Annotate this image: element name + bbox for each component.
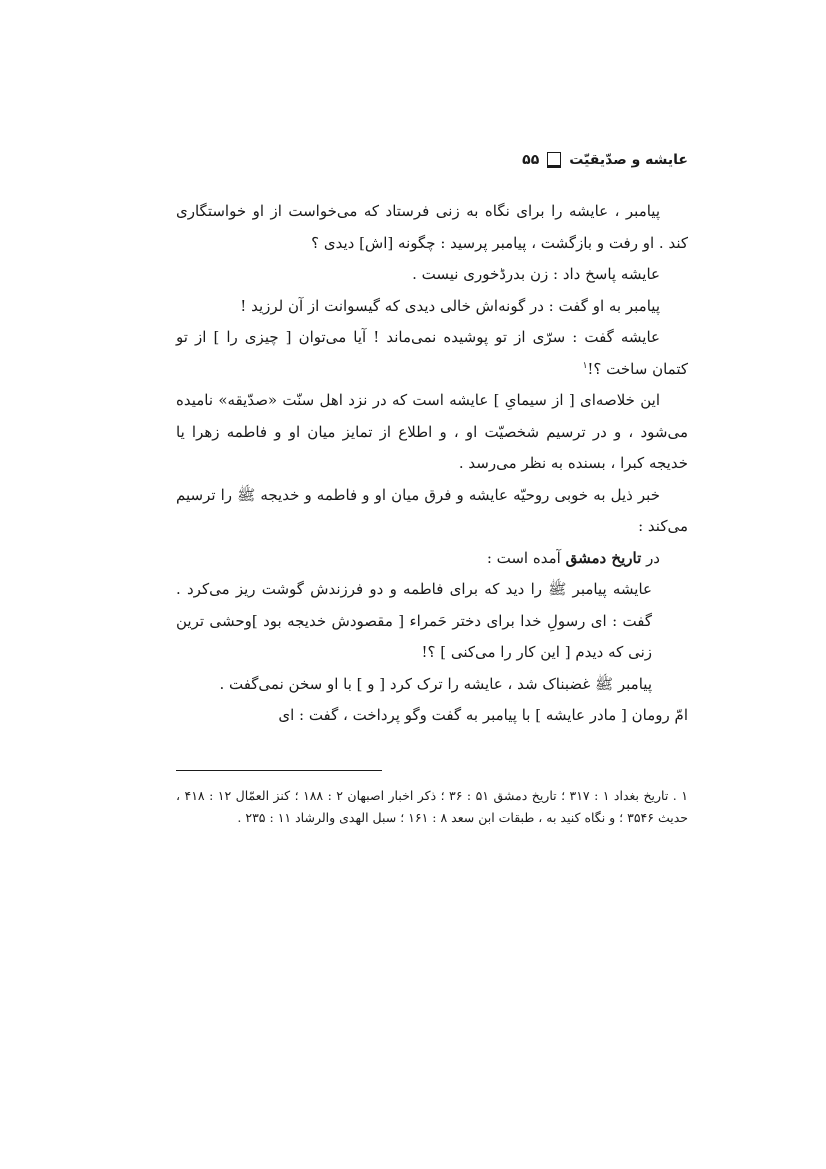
body-text bbox=[176, 196, 688, 732]
footnote-divider bbox=[176, 770, 382, 771]
paragraph-5: این خلاصه‌ای [ از سیمایِ ] عایشه است که در نزد اهل سنّت «صدّیقه» نامیده می‌شود ، و در ترسیم شخصیّت او ، و اطلاع از تمایز میان او و فاطمه زهرا یا خدیجه کبرا ، بسنده به نظر می‌رسد . bbox=[176, 391, 688, 472]
book-square-icon bbox=[547, 152, 561, 168]
paragraph-2: عایشه پاسخ داد : زن بدرڈخوری نیست . bbox=[412, 265, 660, 283]
footnote bbox=[176, 785, 688, 829]
footnote-ref[interactable]: ۱ bbox=[582, 360, 588, 371]
source-title: تاریخ دمشق bbox=[565, 548, 642, 567]
page-number: ۵۵ bbox=[522, 152, 540, 168]
paragraph-3: پیامبر به او گفت : در گونه‌اش خالی دیدی که گیسوانت از آن لرزید ! bbox=[240, 296, 660, 315]
footnote-number: ۱ . bbox=[672, 787, 688, 803]
paragraph-4 bbox=[176, 322, 688, 385]
footnote-text: تاریخ بغداد ۱ : ۳۱۷ ؛ تاریخ دمشق ۵۱ : ۳۶ ؛ ذکر اخبار اصبهان ۲ : ۱۸۸ ؛ کنز العمّال ۱۲ : ۴۱۸ ، حدیث ۳۵۴۶ ؛ و نگاه کنید به ، طبقات ابن سعد ۸ : ۱۶۱ ؛ سبل الهدی والرشاد ۱۱ : ۲۳۵ . bbox=[176, 787, 688, 825]
paragraph-7-prefix: در bbox=[646, 548, 660, 567]
paragraph-7 bbox=[176, 543, 688, 575]
book-page bbox=[176, 148, 688, 829]
quote-1: عایشه پیامبر ﷺ را دید که برای فاطمه و دو فرزندش گوشت ریز می‌کرد . گفت : ای رسولِ خدا برای دختر حَمراء [ مقصودش خدیجه بود ]وحشی ترین زنی که دیدم [ این کار را می‌کنی ] ؟! bbox=[176, 580, 652, 661]
paragraph-6: خبر ذیل به خوبی روحیّه عایشه و فرق میان او و فاطمه و خدیجه ﷺ را ترسیم می‌کند : bbox=[176, 485, 688, 535]
paragraph-8: امّ رومان [ مادر عایشه ] با پیامبر به گفت وگو پرداخت ، گفت : ای bbox=[278, 706, 688, 724]
paragraph-4-text: عایشه گفت : سرّی از تو پوشیده نمی‌ماند ! آیا می‌توان [ چیزی را ] از تو کتمان ساخت ؟! bbox=[176, 328, 688, 378]
header-title: عایشه و صدّیقیّت bbox=[569, 152, 688, 168]
quote-2: پیامبر ﷺ غضبناک شد ، عایشه را ترک کرد [ و ] با او سخن نمی‌گفت . bbox=[219, 674, 652, 693]
paragraph-1: پیامبر ، عایشه را برای نگاه به زنی فرستاد که می‌خواست از او خواستگاری کند . او رفت و بازگشت ، پیامبر پرسید : چگونه [اش] دیدی ؟ bbox=[176, 202, 688, 252]
running-header bbox=[176, 148, 688, 172]
paragraph-7-suffix: آمده است : bbox=[486, 548, 561, 567]
